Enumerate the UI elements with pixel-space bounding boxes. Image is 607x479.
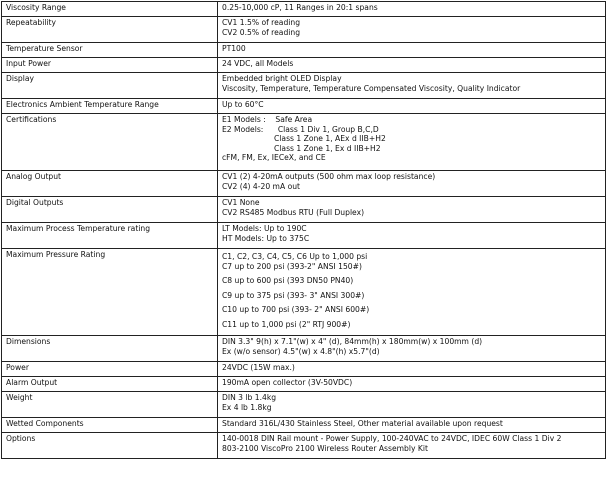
spec-line: CV2 0.5% of reading [222, 27, 301, 37]
spec-line: 190mA open collector (3V-50VDC) [222, 378, 353, 387]
spec-line: DIN 3 lb 1.4kg [222, 393, 277, 402]
spec-label: Electronics Ambient Temperature Range [2, 99, 218, 114]
spec-line: C8 up to 600 psi (393 DN50 PN40) [222, 276, 354, 286]
table-row [2, 2, 606, 17]
spec-label: Analog Output [2, 171, 218, 197]
spec-value [218, 377, 606, 392]
spec-line: HT Models: Up to 375C [222, 233, 310, 243]
spec-line: Viscosity, Temperature, Temperature Compensated Viscosity, Quality Indicator [222, 83, 521, 93]
spec-label: Wetted Components [2, 418, 218, 433]
table-row [2, 377, 606, 392]
spec-line: C7 up to 200 psi (393-2" ANSI 150#) [222, 261, 362, 271]
spec-value [218, 336, 606, 362]
spec-line: PT100 [222, 44, 246, 53]
spec-label: Options [2, 433, 218, 459]
spec-line: 803-2100 ViscoPro 2100 Wireless Router Assembly Kit [222, 443, 428, 453]
spec-value [218, 17, 606, 43]
spec-value [218, 433, 606, 459]
spec-label: Power [2, 362, 218, 377]
spec-line: CV1 (2) 4-20mA outputs (500 ohm max loop resistance) [222, 172, 436, 181]
spec-line: LT Models: Up to 190C [222, 224, 307, 233]
spec-label: Alarm Output [2, 377, 218, 392]
spec-value [218, 171, 606, 197]
spec-line: DIN 3.3" 9(h) x 7.1"(w) x 4" (d), 84mm(h) x 180mm(w) x 100mm (d) [222, 337, 483, 346]
table-row [2, 223, 606, 249]
spec-line: CV1 None [222, 198, 260, 207]
spec-value [218, 73, 606, 99]
spec-value [218, 197, 606, 223]
spec-label: Certifications [2, 114, 218, 171]
table-row [2, 249, 606, 336]
spec-label: Viscosity Range [2, 2, 218, 17]
spec-value [218, 43, 606, 58]
spec-line: 140-0018 DIN Rail mount - Power Supply, 100-240VAC to 24VDC, IDEC 60W Class 1 Div 2 [222, 434, 562, 443]
table-row [2, 197, 606, 223]
table-row [2, 336, 606, 362]
spec-line: cFM, FM, Ex, IECeX, and CE [222, 153, 326, 163]
spec-label: Display [2, 73, 218, 99]
spec-value [218, 418, 606, 433]
spec-line: C1, C2, C3, C4, C5, C6 Up to 1,000 psi [222, 252, 368, 261]
table-row [2, 17, 606, 43]
table-row [2, 58, 606, 73]
spec-line: C11 up to 1,000 psi (2" RTJ 900#) [222, 319, 351, 329]
spec-line: CV1 1.5% of reading [222, 18, 301, 27]
spec-line: Up to 60°C [222, 100, 264, 109]
table-row [2, 362, 606, 377]
spec-line: 24 VDC, all Models [222, 59, 294, 68]
spec-value [218, 114, 606, 171]
spec-value [218, 99, 606, 114]
spec-label: Temperature Sensor [2, 43, 218, 58]
table-row [2, 418, 606, 433]
spec-line: C10 up to 700 psi (393- 2" ANSI 600#) [222, 305, 370, 315]
spec-label: Maximum Pressure Rating [2, 249, 218, 336]
spec-value [218, 58, 606, 73]
spec-label: Weight [2, 392, 218, 418]
spec-value [218, 249, 606, 336]
spec-label: Digital Outputs [2, 197, 218, 223]
spec-line: E1 Models : Safe Area [222, 115, 313, 124]
table-row [2, 114, 606, 171]
spec-line: Ex (w/o sensor) 4.5"(w) x 4.8"(h) x5.7"(d) [222, 346, 380, 356]
table-row [2, 73, 606, 99]
table-row [2, 43, 606, 58]
table-row [2, 171, 606, 197]
spec-value [218, 392, 606, 418]
table-row [2, 99, 606, 114]
spec-label: Repeatability [2, 17, 218, 43]
spec-line: Ex 4 lb 1.8kg [222, 402, 272, 412]
spec-line: Class 1 Zone 1, Ex d IIB+H2 [274, 143, 381, 153]
spec-line: CV2 (4) 4-20 mA out [222, 181, 301, 191]
spec-line: C9 up to 375 psi (393- 3" ANSI 300#) [222, 290, 365, 300]
spec-line: CV2 RS485 Modbus RTU (Full Duplex) [222, 207, 365, 217]
spec-value [218, 223, 606, 249]
spec-line: Class 1 Zone 1, AEx d IIB+H2 [274, 134, 386, 144]
spec-label: Input Power [2, 58, 218, 73]
spec-label: Dimensions [2, 336, 218, 362]
spec-line: 24VDC (15W max.) [222, 363, 295, 372]
spec-value [218, 2, 606, 17]
spec-line: E2 Models: Class 1 Div 1, Group B,C,D [222, 124, 379, 134]
spec-label: Maximum Process Temperature rating [2, 223, 218, 249]
spec-value [218, 362, 606, 377]
table-row [2, 433, 606, 459]
spec-line: Embedded bright OLED Display [222, 74, 342, 83]
spec-line: 0.25-10,000 cP, 11 Ranges in 20:1 spans [222, 3, 378, 12]
specifications-table [1, 1, 606, 459]
spec-line: Standard 316L/430 Stainless Steel, Other material available upon request [222, 419, 503, 428]
table-row [2, 392, 606, 418]
